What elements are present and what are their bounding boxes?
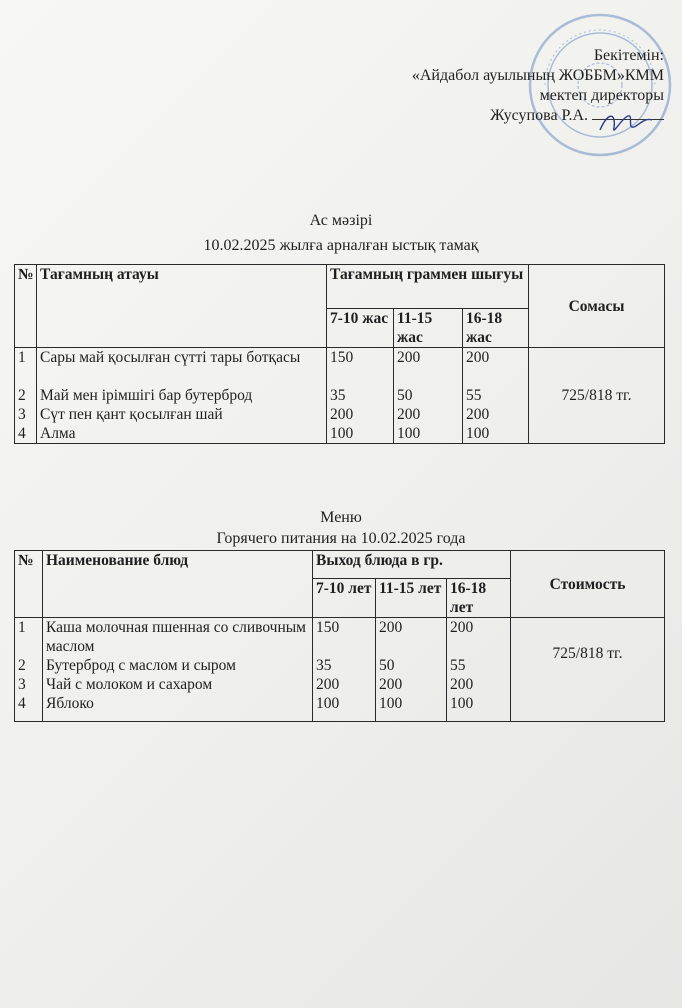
ru-menu-table — [14, 550, 665, 722]
dish-name: Яблоко — [46, 695, 94, 712]
grams-16-18: 55 — [466, 387, 482, 404]
row-number: 2 — [18, 657, 26, 674]
ru-header-num: № — [15, 551, 43, 618]
grams-7-10: 150 — [330, 349, 354, 366]
row-number: 3 — [18, 406, 26, 423]
kz-header-output: Тағамның граммен шығуы — [327, 265, 529, 309]
grams-16-18: 200 — [450, 619, 474, 636]
ru-header-price: Стоимость — [511, 551, 665, 618]
grams-16-18: 200 — [466, 349, 490, 366]
approval-line-3: мектеп директоры — [539, 87, 664, 104]
dish-name: Алма — [40, 425, 76, 442]
ru-header-name: Наименование блюд — [43, 551, 313, 618]
dish-name: Май мен ірімшігі бар бутерброд — [40, 387, 253, 404]
grams-16-18: 55 — [450, 657, 466, 674]
grams-7-10: 200 — [316, 676, 340, 693]
grams-7-10: 200 — [330, 406, 354, 423]
dish-name: Каша молочная пшенная со сливочным маслом — [46, 619, 306, 655]
table-row — [15, 618, 665, 722]
row-number: 4 — [18, 695, 26, 712]
grams-7-10: 35 — [316, 657, 332, 674]
signature — [596, 108, 656, 138]
dish-name: Бутерброд с маслом и сыром — [46, 657, 236, 674]
dish-name: Сүт пен қант қосылған шай — [40, 406, 223, 423]
dish-name: Сары май қосылған сүтті тары ботқасы — [40, 349, 301, 366]
kz-header-age-7-10: 7-10 жас — [327, 309, 394, 348]
grams-7-10: 100 — [330, 425, 354, 442]
ru-menu-title: Меню — [320, 509, 362, 526]
grams-11-15: 200 — [397, 406, 421, 423]
row-number: 3 — [18, 676, 26, 693]
ru-menu-subtitle: Горячего питания на 10.02.2025 года — [216, 530, 466, 547]
kz-menu-subtitle: 10.02.2025 жылға арналған ыстық тамақ — [203, 237, 479, 254]
kz-header-age-16-18: 16-18 жас — [463, 309, 529, 348]
approval-line-1: Бекітемін: — [593, 47, 664, 64]
grams-16-18: 200 — [466, 406, 490, 423]
kz-header-name: Тағамның атауы — [37, 265, 327, 348]
row-number: 4 — [18, 425, 26, 442]
grams-11-15: 50 — [397, 387, 413, 404]
grams-16-18: 200 — [450, 676, 474, 693]
ru-header-output: Выход блюда в гр. — [313, 551, 511, 579]
dish-name: Чай с молоком и сахаром — [46, 676, 213, 693]
ru-header-age-7-10: 7-10 лет — [313, 579, 376, 618]
grams-7-10: 150 — [316, 619, 340, 636]
grams-11-15: 200 — [379, 676, 403, 693]
grams-11-15: 200 — [379, 619, 403, 636]
grams-16-18: 100 — [466, 425, 490, 442]
ru-header-age-16-18: 16-18 лет — [447, 579, 511, 618]
director-name: Жусупова Р.А. — [490, 107, 588, 124]
approval-line-2: «Айдабол ауылының ЖОББМ»КММ — [411, 67, 664, 84]
grams-7-10: 100 — [316, 695, 340, 712]
kz-header-num: № — [15, 265, 37, 348]
row-number: 2 — [18, 387, 26, 404]
kz-price: 725/818 тг. — [529, 348, 665, 444]
row-number: 1 — [18, 349, 26, 366]
ru-header-age-11-15: 11-15 лет — [376, 579, 447, 618]
grams-11-15: 100 — [397, 425, 421, 442]
kz-header-price: Сомасы — [529, 265, 665, 348]
kz-menu-table — [14, 264, 665, 444]
row-number: 1 — [18, 619, 26, 636]
kz-menu-title: Ас мәзірі — [309, 212, 373, 229]
grams-11-15: 100 — [379, 695, 403, 712]
table-row — [15, 348, 665, 444]
grams-16-18: 100 — [450, 695, 474, 712]
ru-price: 725/818 тг. — [511, 618, 665, 722]
grams-11-15: 200 — [397, 349, 421, 366]
grams-11-15: 50 — [379, 657, 395, 674]
grams-7-10: 35 — [330, 387, 346, 404]
kz-header-age-11-15: 11-15 жас — [394, 309, 463, 348]
